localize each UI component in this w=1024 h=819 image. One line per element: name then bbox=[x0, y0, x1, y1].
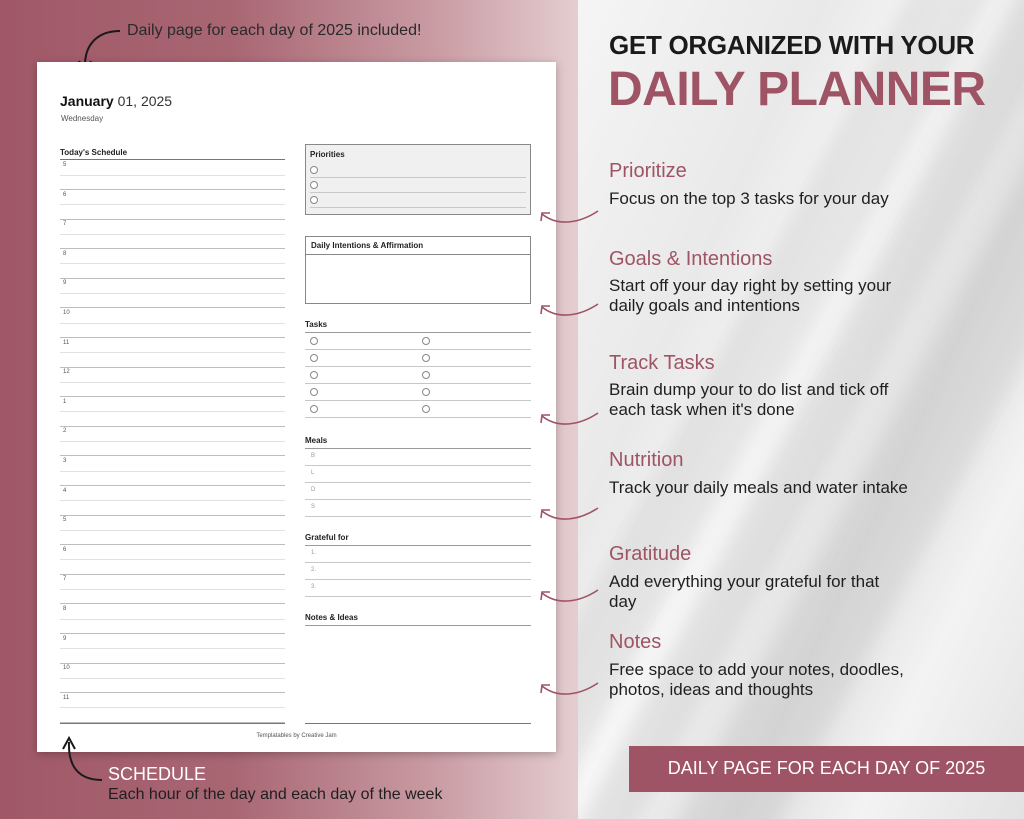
divider bbox=[305, 723, 531, 724]
hour-label: 5 bbox=[63, 517, 67, 524]
feature-description: Start off your day right by setting your daily goals and intentions bbox=[609, 276, 892, 315]
page-date bbox=[60, 93, 172, 109]
schedule-hour-row bbox=[60, 219, 285, 249]
checkbox-circle-icon[interactable] bbox=[422, 337, 430, 345]
schedule-hour-row bbox=[60, 456, 285, 486]
schedule-callout-heading: SCHEDULE bbox=[108, 764, 207, 784]
meal-label: B bbox=[311, 453, 316, 459]
hour-label: 6 bbox=[63, 546, 67, 553]
checkbox-circle-icon[interactable] bbox=[310, 337, 318, 345]
hour-label: 7 bbox=[63, 576, 67, 583]
grateful-title: Grateful for bbox=[305, 533, 349, 542]
hour-label: 5 bbox=[63, 162, 67, 168]
header-line-2: DAILY PLANNER bbox=[608, 63, 986, 116]
curved-arrow-icon bbox=[538, 584, 602, 608]
checkbox-circle-icon[interactable] bbox=[422, 405, 430, 413]
feature-title: Nutrition bbox=[609, 449, 684, 471]
curved-arrow-icon bbox=[538, 298, 602, 322]
hour-label: 6 bbox=[63, 191, 67, 198]
intentions-box bbox=[305, 236, 531, 304]
meals-title: Meals bbox=[305, 436, 328, 445]
grateful-row bbox=[305, 563, 531, 580]
page-day: 01, 2025 bbox=[117, 93, 173, 109]
schedule-hour-row bbox=[60, 397, 285, 427]
feature-title: Notes bbox=[609, 631, 662, 653]
header-line-1: GET ORGANIZED WITH YOUR bbox=[609, 30, 975, 60]
hour-label: 8 bbox=[63, 250, 67, 257]
checkbox-circle-icon[interactable] bbox=[310, 371, 318, 379]
bottom-banner: DAILY PAGE FOR EACH DAY OF 2025 bbox=[629, 746, 1024, 792]
schedule-hour-row bbox=[60, 249, 285, 279]
feature-description: Free space to add your notes, doodles, photos, ideas and thoughts bbox=[609, 660, 904, 699]
schedule-hour-row bbox=[60, 545, 285, 575]
schedule-title: Today's Schedule bbox=[60, 148, 128, 157]
feature-title: Gratitude bbox=[609, 543, 692, 565]
meal-row bbox=[305, 500, 531, 517]
planner-page bbox=[37, 62, 556, 752]
divider bbox=[305, 625, 531, 626]
schedule-hour-row bbox=[60, 515, 285, 545]
checkbox-circle-icon[interactable] bbox=[310, 388, 318, 396]
schedule-hour-row bbox=[60, 634, 285, 664]
feature-title: Goals & Intentions bbox=[609, 248, 773, 270]
schedule-hour-row bbox=[60, 160, 285, 190]
task-row bbox=[305, 401, 531, 418]
page-weekday: Wednesday bbox=[61, 114, 104, 123]
hour-label: 11 bbox=[63, 339, 70, 346]
meal-label: L bbox=[311, 470, 315, 476]
feature-title: Prioritize bbox=[609, 160, 687, 182]
checkbox-circle-icon[interactable] bbox=[422, 354, 430, 362]
task-row bbox=[305, 350, 531, 367]
hour-label: 4 bbox=[63, 487, 67, 494]
checkbox-circle-icon[interactable] bbox=[310, 166, 318, 174]
task-row bbox=[305, 384, 531, 401]
top-note: Daily page for each day of 2025 included! bbox=[127, 22, 422, 39]
checkbox-circle-icon[interactable] bbox=[310, 354, 318, 362]
priorities-title: Priorities bbox=[310, 150, 345, 159]
hour-label: 11 bbox=[63, 694, 70, 701]
checkbox-circle-icon[interactable] bbox=[422, 371, 430, 379]
hour-label: 10 bbox=[63, 310, 70, 316]
curved-arrow-icon bbox=[538, 677, 602, 701]
meal-row bbox=[305, 466, 531, 483]
schedule-hour-row bbox=[60, 308, 285, 338]
hour-label: 1 bbox=[63, 398, 67, 405]
hour-label: 12 bbox=[63, 369, 70, 376]
priority-row bbox=[310, 163, 526, 178]
priorities-box bbox=[305, 144, 531, 215]
hour-label: 2 bbox=[63, 428, 67, 435]
priority-row bbox=[310, 178, 526, 193]
schedule-hour-row bbox=[60, 486, 285, 516]
schedule-callout-text: Each hour of the day and each day of the week bbox=[108, 786, 443, 803]
grateful-row bbox=[305, 546, 531, 563]
notes-title: Notes & Ideas bbox=[305, 613, 358, 622]
schedule-hour-row bbox=[60, 426, 285, 456]
schedule-hour-row bbox=[60, 367, 285, 397]
curved-arrow-icon bbox=[60, 734, 106, 786]
hour-label: 9 bbox=[63, 635, 67, 642]
schedule-hour-row bbox=[60, 574, 285, 604]
feature-description: Focus on the top 3 tasks for your day bbox=[609, 189, 889, 208]
meal-row bbox=[305, 449, 531, 466]
grateful-label: 1. bbox=[311, 550, 317, 556]
page-footer: Templatables by Creative Jam bbox=[256, 733, 337, 739]
schedule-hour-row bbox=[60, 604, 285, 634]
checkbox-circle-icon[interactable] bbox=[422, 388, 430, 396]
hour-label: 7 bbox=[63, 221, 67, 228]
feature-title: Track Tasks bbox=[609, 352, 715, 374]
checkbox-circle-icon[interactable] bbox=[310, 181, 318, 189]
feature-description: Brain dump your to do list and tick off each task when it's done bbox=[609, 380, 889, 419]
checkbox-circle-icon[interactable] bbox=[310, 196, 318, 204]
divider bbox=[60, 723, 285, 724]
curved-arrow-icon bbox=[538, 502, 602, 526]
page-month: January bbox=[60, 93, 114, 109]
intentions-title: Daily Intentions & Affirmation bbox=[306, 237, 530, 255]
task-row bbox=[305, 333, 531, 350]
task-row bbox=[305, 367, 531, 384]
meal-row bbox=[305, 483, 531, 500]
schedule-hour-row bbox=[60, 338, 285, 368]
feature-description: Add everything your grateful for that day bbox=[609, 572, 880, 611]
schedule-hour-row bbox=[60, 278, 285, 308]
grateful-row bbox=[305, 580, 531, 597]
feature-description: Track your daily meals and water intake bbox=[609, 478, 908, 497]
meal-label: D bbox=[311, 487, 316, 493]
schedule-hour-row bbox=[60, 663, 285, 693]
schedule-hour-row bbox=[60, 693, 285, 723]
tasks-title: Tasks bbox=[305, 320, 328, 329]
hour-label: 8 bbox=[63, 606, 67, 612]
schedule-hour-row bbox=[60, 190, 285, 220]
grateful-label: 2. bbox=[311, 567, 317, 573]
hour-label: 10 bbox=[63, 665, 70, 672]
meal-label: S bbox=[311, 504, 316, 510]
checkbox-circle-icon[interactable] bbox=[310, 405, 318, 413]
priority-row bbox=[310, 193, 526, 208]
curved-arrow-icon bbox=[538, 205, 602, 229]
hour-label: 9 bbox=[63, 280, 67, 287]
hour-label: 3 bbox=[63, 458, 67, 464]
curved-arrow-icon bbox=[538, 407, 602, 431]
grateful-label: 3. bbox=[311, 584, 317, 590]
